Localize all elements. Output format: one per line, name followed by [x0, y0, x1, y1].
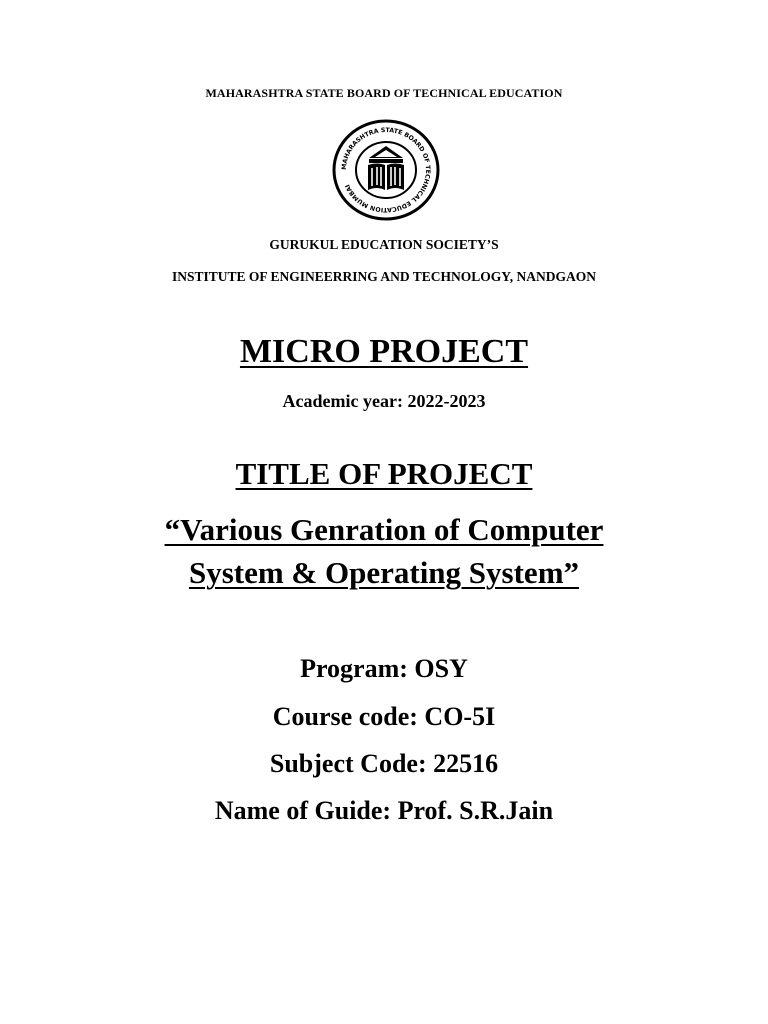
program-info: Program: OSY [300, 654, 468, 683]
subject-code-info: Subject Code: 22516 [269, 749, 499, 778]
academic-year: Academic year: 2022-2023 [282, 391, 486, 411]
guide-name-info: Name of Guide: Prof. S.R.Jain [214, 796, 554, 825]
svg-text:MAHARASHTRA STATE BOARD OF TEC [341, 127, 431, 213]
course-code-info: Course code: CO-5I [272, 702, 496, 731]
board-name: MAHARASHTRA STATE BOARD OF TECHNICAL EDUCATION [205, 86, 563, 100]
micro-project-heading: MICRO PROJECT [239, 333, 529, 370]
project-title-line-1: “Various Genration of Computer [164, 512, 604, 547]
society-name: GURUKUL EDUCATION SOCIETY’S [269, 237, 499, 252]
msbte-seal-icon [331, 118, 441, 222]
seal-ring-text: MAHARASHTRA STATE BOARD OF TECHNICAL EDUCATION MUMBAI [340, 126, 432, 214]
title-of-project-heading: TITLE OF PROJECT [235, 456, 533, 491]
project-title-line-2: System & Operating System” [188, 555, 580, 590]
institute-name: INSTITUTE OF ENGINEERRING AND TECHNOLOGY, NANDGAON [171, 269, 597, 284]
